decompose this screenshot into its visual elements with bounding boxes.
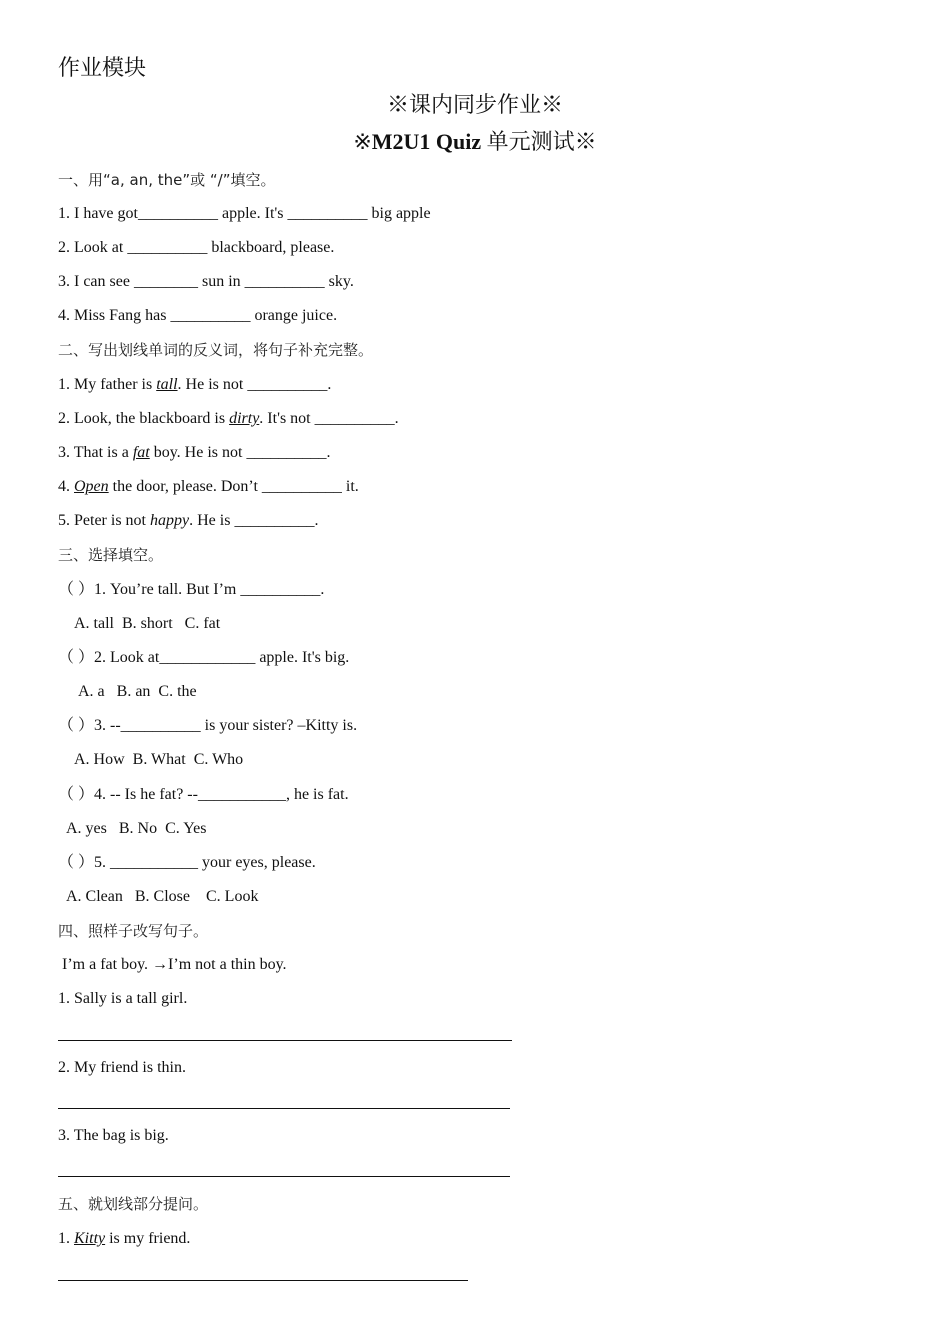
underlined-word: fat xyxy=(132,444,150,461)
item-text: . He is not __________. xyxy=(177,376,332,393)
item-text: is my friend. xyxy=(105,1230,191,1247)
section1-item-2: 2. Look at __________ blackboard, please. xyxy=(58,239,335,256)
answer-line xyxy=(58,1280,468,1281)
answer-line xyxy=(58,1040,512,1041)
item-text: 4. xyxy=(58,478,74,495)
underlined-word: dirty xyxy=(229,410,260,427)
section3-options-5: A. Clean B. Close C. Look xyxy=(66,888,259,905)
page-title xyxy=(0,128,950,156)
item-text: 3. That is a xyxy=(58,444,133,461)
section2-item-4 xyxy=(58,477,359,497)
italic-word: happy xyxy=(150,512,190,529)
section2-item-3 xyxy=(58,443,330,463)
item-text: boy. He is not __________. xyxy=(149,444,331,461)
section3-question-3: （ ）3. --__________ is your sister? –Kitty is. xyxy=(58,717,358,734)
section3-heading: 三、选择填空。 xyxy=(58,546,164,564)
section1-item-4: 4. Miss Fang has __________ orange juice. xyxy=(58,307,338,324)
underlined-word: tall xyxy=(156,376,178,393)
section3-question-4: （ ）4. -- Is he fat? --___________, he is fat. xyxy=(58,786,349,803)
underlined-word: Open xyxy=(74,478,109,495)
section5-item-1 xyxy=(58,1229,190,1249)
item-text: . He is __________. xyxy=(189,512,319,529)
section1-heading: 一、用“a, an, the”或 “/”填空。 xyxy=(58,171,276,189)
section4-example: I’m a fat boy. →I’m not a thin boy. xyxy=(58,956,287,973)
section1-item-3: 3. I can see ________ sun in __________ sky. xyxy=(58,273,354,290)
title-bold: M2U1 Quiz xyxy=(371,129,482,154)
section2-item-2 xyxy=(58,409,399,429)
item-text: 1. xyxy=(58,1230,74,1247)
section3-options-1: A. tall B. short C. fat xyxy=(74,615,221,632)
section1-item-1: 1. I have got__________ apple. It's __________ big apple xyxy=(58,205,431,222)
section2-item-1 xyxy=(58,375,331,395)
section3-options-4: A. yes B. No C. Yes xyxy=(66,820,207,837)
answer-line xyxy=(58,1176,510,1177)
item-text: 5. Peter is not xyxy=(58,512,150,529)
module-title: 作业模块 xyxy=(58,55,147,80)
item-text: 2. Look, the blackboard is xyxy=(58,410,230,427)
item-text: the door, please. Don’t __________ it. xyxy=(108,478,359,495)
title-prefix: ※ xyxy=(353,129,372,154)
section4-heading: 四、照样子改写句子。 xyxy=(58,922,209,940)
section4-item-2: 2. My friend is thin. xyxy=(58,1059,186,1076)
section4-item-3: 3. The bag is big. xyxy=(58,1127,169,1144)
section3-options-2: A. a B. an C. the xyxy=(78,683,197,700)
subtitle: ※课内同步作业※ xyxy=(386,92,563,117)
underlined-word: Kitty xyxy=(74,1230,106,1247)
item-text: 1. My father is xyxy=(58,376,157,393)
title-suffix: 单元测试※ xyxy=(481,129,597,154)
item-text: . It's not __________. xyxy=(259,410,399,427)
section3-question-2: （ ）2. Look at____________ apple. It's big. xyxy=(58,649,350,666)
section5-heading: 五、就划线部分提问。 xyxy=(58,1195,209,1213)
answer-line xyxy=(58,1108,510,1109)
section3-question-5: （ ）5. ___________ your eyes, please. xyxy=(58,854,316,871)
section2-item-5 xyxy=(58,511,318,531)
section3-options-3: A. How B. What C. Who xyxy=(74,751,244,768)
section3-question-1: （ ）1. You’re tall. But I’m __________. xyxy=(58,581,325,598)
section4-item-1: 1. Sally is a tall girl. xyxy=(58,990,188,1007)
section2-heading: 二、写出划线单词的反义词，将句子补充完整。 xyxy=(58,341,374,359)
